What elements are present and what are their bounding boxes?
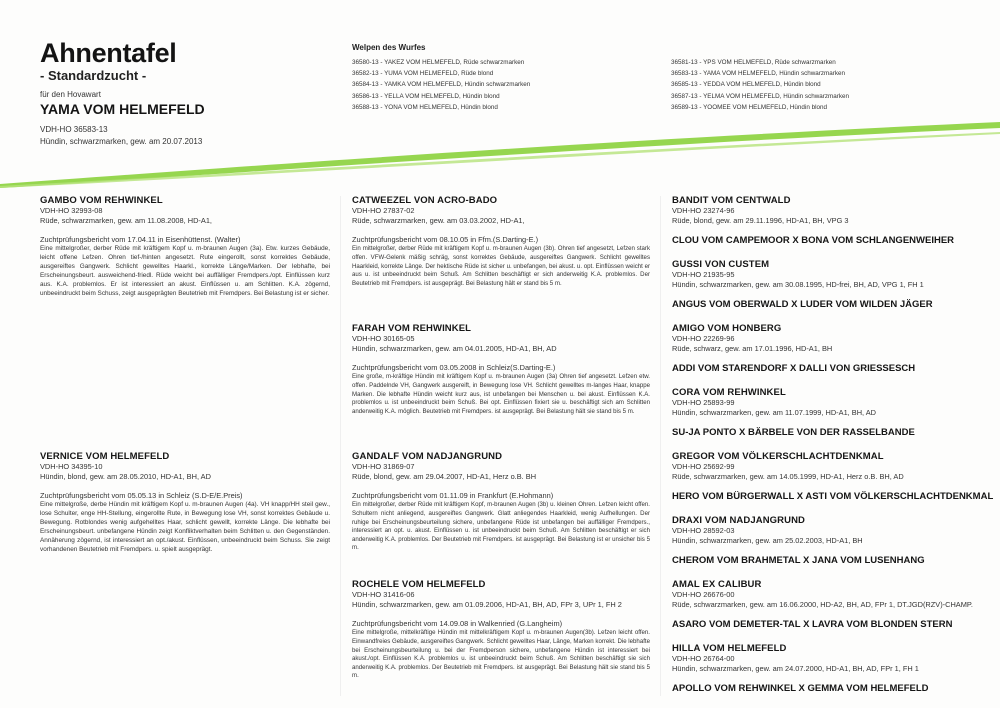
- grandparent-report-title: Zuchtprüfungsbericht vom 03.05.2008 in Schleiz(S.Darting-E.): [352, 363, 556, 373]
- great-grandparent-name: GREGOR VOM VÖLKERSCHLACHTDENKMAL: [672, 451, 884, 462]
- great-grandparent-info: Hündin, schwarzmarken, gew. am 30.08.1995, HD-frei, BH, AD, VPG 1, FH 1: [672, 280, 924, 290]
- great-grandparent-parents: CHEROM VOM BRAHMETAL X JANA VOM LUSENHANG: [672, 555, 925, 566]
- great-grandparent-registration: VDH-HO 25692-99: [672, 462, 735, 471]
- dam-info: Hündin, blond, gew. am 28.05.2010, HD-A1, BH, AD: [40, 472, 211, 482]
- list-item: 36589-13 - YOOMEE VOM HELMEFELD, Hündin blond: [671, 103, 827, 111]
- great-grandparent-info: Hündin, schwarzmarken, gew. am 24.07.2000, HD-A1, BH, AD, FPr 1, FH 1: [672, 664, 919, 674]
- great-grandparent-name: AMIGO VOM HONBERG: [672, 323, 782, 334]
- page-subtitle: - Standardzucht -: [40, 68, 147, 83]
- grandparent-report: Eine mittelgroße, mittelkräftige Hündin mit mittelkräftigem Kopf u. m-braunen Augen(3b). Lefzen leicht offen. Einwandfreies Gebäude, ausgereiftes Gangwerk. Schlicht gewelltes Haar, Länge, Marken korrekt. Die lebhafte bei Erscheinungsbeurteilung u. bei der Fremdperson sichere, unbefangene Hündin ist interessiert bei akust./opt. Einflüssen K.A. problemlos u. ist unbeeindruckt beim Schuß. Am Schlitten beschäftigt sie sich anderweitig K.A. problemlos. Der Beutetrieb mit Fremdpers. ist ausgeprägt. Bei Belastung hält sie stand bis 5 m.: [352, 629, 650, 680]
- great-grandparent-name: BANDIT VOM CENTWALD: [672, 195, 791, 206]
- great-grandparent-name: AMAL EX CALIBUR: [672, 579, 762, 590]
- great-grandparent-registration: VDH-HO 21935-95: [672, 270, 735, 279]
- great-grandparent-block: [672, 515, 992, 546]
- litter-list-left: [352, 57, 530, 113]
- sire-registration: VDH-HO 32993-08: [40, 206, 103, 215]
- litter-heading: Welpen des Wurfes: [352, 43, 426, 52]
- great-grandparent-info: Rüde, schwarzmarken, gew. am 14.05.1999, HD-A1, Herz o.B. BH, AD: [672, 472, 904, 482]
- sire-report-title: Zuchtprüfungsbericht vom 17.04.11 in Eisenhüttenst. (Walter): [40, 235, 241, 245]
- breed-label: für den Hovawart: [40, 90, 101, 99]
- dam-report: Eine mittelgroße, derbe Hündin mit kräftigem Kopf u. m-braunen Augen (4a). VH knapp/HH steil gew., lose Schulter, enge HH-Stellung, eingerollte Rute, in Bewegung lose VH, sonst korrektes Gebäude u. Bewegung. Rotblondes wenig aufgehelltes Haar, schlicht gewellt, korrekte Länge. Die lebhafte bei Erscheinungsbeurt. unbefangene Hündin zeigt Konfliktverhalten beim Schlitten u. den Gegenständen. Annäherung zögernd, ist interessiert an opt./akust. Einflüssen, unbeeindruckt beim Schuss. Sie zeigt vorhandenen Beutetrieb mit Fremdpers. u. spielt ausgeprägt.: [40, 501, 330, 553]
- list-item: 36584-13 - YAMKA VOM HELMEFELD, Hündin schwarzmarken: [352, 81, 531, 89]
- grandparent-report: Ein mittelgroßer, derber Rüde mit kräftigem Kopf, m-braunen Augen (3b) u. kleinen Ohren. Lefzen leicht offen. Schultern nicht anliegend, ausgereiftes Gangwerk. Glatt anliegendes Haarkleid, wenig Aufhellungen. Der ruhige bei Erscheinungsbeurteilung sichere, unbefangene Rüde ist unbefangen bei auffälliger Fremdpers., interessiert an opt. u. akust. Einflüssen u. ist unbeeindruckt beim Schuß. Am Schlitten beschäftigt er sich anderweitig K.A. problemlos. Der Beutetrieb mit Fremdpers. ist ausgeprägt. Bei Belastung ist er unsicher bis 5 m.: [352, 501, 650, 552]
- grandparent-dd-block: [352, 579, 650, 681]
- dog-name: YAMA VOM HELMEFELD: [40, 101, 205, 117]
- dog-info: Hündin, schwarzmarken, gew. am 20.07.2013: [40, 137, 203, 146]
- list-item: 36581-13 - YPS VOM HELMEFELD, Rüde schwarzmarken: [671, 59, 836, 66]
- grandparent-registration: VDH-HO 31416-06: [352, 590, 415, 599]
- column-divider: [660, 196, 661, 696]
- great-grandparent-block: [672, 451, 992, 482]
- grandparent-ss-block: [352, 195, 650, 288]
- list-item: 36588-13 - YONA VOM HELMEFELD, Hündin blond: [352, 103, 498, 111]
- list-item: 36585-13 - YEDDA VOM HELMEFELD, Hündin blond: [671, 81, 821, 89]
- column-divider: [340, 196, 341, 696]
- great-grandparent-registration: VDH-HO 26676-00: [672, 590, 735, 599]
- list-item: 36583-13 - YAMA VOM HELMEFELD, Hündin schwarzmarken: [671, 70, 846, 78]
- great-grandparent-parents: ADDI VOM STARENDORF X DALLI VON GRIESSESCH: [672, 363, 916, 374]
- grandparent-info: Rüde, blond, gew. am 29.04.2007, HD-A1, Herz o.B. BH: [352, 472, 537, 482]
- great-grandparent-parents: APOLLO VOM REHWINKEL X GEMMA VOM HELMEFELD: [672, 683, 929, 694]
- great-grandparent-parents: SU-JA PONTO X BÄRBELE VON DER RASSELBANDE: [672, 427, 915, 438]
- great-grandparent-registration: VDH-HO 28592-03: [672, 526, 735, 535]
- grandparent-sd-block: [352, 323, 650, 416]
- great-grandparent-registration: VDH-HO 25893-99: [672, 398, 735, 407]
- grandparent-report: Eine große, m-kräftige Hündin mit kräftigem Kopf u. m-braunen Augen (3a) Ohren tief angesetzt. Lefzen etw. offen. Paddelnde VH, Gangwerk ausgereift, in Bewegung lose VH. Schlicht gewelltes m-langes Haar, knappe Marken. Die lebhafte Hündin weicht kurz aus, ist unbefangen bei Menschen u. bei akust. Einflüssen K.A. problemlos u. ist unbeeindruckt beim Schuß. Bei opt. Einflüssen fixiert sie u. beschäftigt sich am Schlitten anderweitig K.A. möglich. Beutetrieb mit Fremdpers. ist ausgeprägt. Bei Belastung hält sie stand bis 5 m.: [352, 373, 650, 415]
- grandparent-name: FARAH VOM REHWINKEL: [352, 323, 472, 334]
- great-grandparent-block: [672, 259, 992, 290]
- great-grandparent-parents: HERO VOM BÜRGERWALL X ASTI VOM VÖLKERSCHLACHTDENKMAL: [672, 491, 994, 502]
- grandparent-registration: VDH-HO 27837-02: [352, 206, 415, 215]
- great-grandparent-block: [672, 643, 992, 674]
- great-grandparent-registration: VDH-HO 26764-00: [672, 654, 735, 663]
- great-grandparent-block: [672, 387, 992, 418]
- sire-name: GAMBO VOM REHWINKEL: [40, 195, 163, 206]
- great-grandparent-name: HILLA VOM HELMEFELD: [672, 643, 787, 654]
- page-title: Ahnentafel: [40, 38, 177, 68]
- grandparent-info: Hündin, schwarzmarken, gew. am 04.01.2005, HD-A1, BH, AD: [352, 344, 557, 354]
- sire-block: [40, 195, 330, 299]
- grandparent-report-title: Zuchtprüfungsbericht vom 01.11.09 in Frankfurt (E.Hohmann): [352, 491, 554, 501]
- sire-report: Eine mittelgroßer, derber Rüde mit kräftigem Kopf u. m-braunen Augen (3a). Etw. kurzes Gebäude, leicht offene Lefzen. Ohren tief-/hinten angesetzt. Rute eingerollt, sonst korrektes Gebäude, ausgereiftes Gangwerk. Schlicht gewelltes Haarkl., korrekte Länge/Marken. Der lebhafte, bei Erscheinungsbeurt. ausweichend-friedl. Rüde weicht bei auffälliger Fremdpers./opt. Einflüssen kurz aus. K.A. problemlos. Er ist interessiert an akust. Einflüssen u. am Schlitten. K.A. zögernd, unbeeindruckt beim Schuss, zeigt ausgeprägten Beutetrieb mit Fremdpers. Bei Belastung ist er sicher.: [40, 245, 330, 297]
- list-item: 36586-13 - YELLA VOM HELMEFELD, Hündin blond: [352, 92, 500, 100]
- litter-list-right: [671, 57, 849, 113]
- sire-info: Rüde, schwarzmarken, gew. am 11.08.2008, HD-A1,: [40, 216, 212, 226]
- great-grandparent-registration: VDH-HO 23274-96: [672, 206, 735, 215]
- grandparent-registration: VDH-HO 30165-05: [352, 334, 415, 343]
- grandparent-report: Ein mittelgroßer, derber Rüde mit kräftigem Kopf u. m-braunen Augen (3b). Ohren tief angesetzt, Lefzen stark offen. VFW-Gelenk mäßig schräg, sonst korrektes Gebäude, ausgereiftes Gangwerk. Schlicht gewelltes Haarkleid, korrekte Länge. Der hektische Rüde ist sicher u. unbefangen, bei akust. u. opt. Einflüssen weicht er aus u. ist unbeeindruckt beim Schuß. Am Schlitten beschäftigt er sich anderweitig K.A. problemlos. Der Beutetrieb mit Fremdpers. ist ausgeprägt. Bei Belastung hält er stand bis 5 m.: [352, 245, 650, 287]
- great-grandparent-parents: CLOU VOM CAMPEMOOR X BONA VOM SCHLANGENWEIHER: [672, 235, 955, 246]
- dam-report-title: Zuchtprüfungsbericht vom 05.05.13 in Schleiz (S.D-E/E.Preis): [40, 491, 243, 501]
- great-grandparent-registration: VDH-HO 22269-96: [672, 334, 735, 343]
- grandparent-ds-block: [352, 451, 650, 553]
- great-grandparent-info: Rüde, schwarzmarken, gew. am 16.06.2000, HD-A2, BH, AD, FPr 1, DT.JGD(RZV)-CHAMP.: [672, 600, 973, 610]
- dam-registration: VDH-HO 34395-10: [40, 462, 103, 471]
- great-grandparent-parents: ANGUS VOM OBERWALD X LUDER VOM WILDEN JÄGER: [672, 299, 933, 310]
- list-item: 36587-13 - YELMA VOM HELMEFELD, Hündin schwarzmarken: [671, 92, 850, 100]
- grandparent-name: CATWEEZEL VON ACRO-BADO: [352, 195, 498, 206]
- grandparent-report-title: Zuchtprüfungsbericht vom 08.10.05 in Ffm.(S.Darting-E.): [352, 235, 539, 245]
- grandparent-name: GANDALF VOM NADJANGRUND: [352, 451, 503, 462]
- grandparent-name: ROCHELE VOM HELMEFELD: [352, 579, 486, 590]
- great-grandparent-block: [672, 579, 992, 610]
- dam-name: VERNICE VOM HELMEFELD: [40, 451, 170, 462]
- dog-registration: VDH-HO 36583-13: [40, 125, 108, 134]
- grandparent-report-title: Zuchtprüfungsbericht vom 14.09.08 in Walkenried (G.Langheim): [352, 619, 563, 629]
- grandparent-info: Rüde, schwarzmarken, gew. am 03.03.2002, HD-A1,: [352, 216, 525, 226]
- great-grandparent-name: DRAXI VOM NADJANGRUND: [672, 515, 805, 526]
- grandparent-registration: VDH-HO 31869-07: [352, 462, 415, 471]
- great-grandparent-block: [672, 195, 992, 226]
- great-grandparent-info: Hündin, schwarzmarken, gew. am 25.02.2003, HD-A1, BH: [672, 536, 863, 546]
- great-grandparent-info: Rüde, schwarz, gew. am 17.01.1996, HD-A1, BH: [672, 344, 833, 354]
- great-grandparent-info: Hündin, schwarzmarken, gew. am 11.07.1999, HD-A1, BH, AD: [672, 408, 877, 418]
- grandparent-info: Hündin, schwarzmarken, gew. am 01.09.2006, HD-A1, BH, AD, FPr 3, UPr 1, FH 2: [352, 600, 622, 610]
- list-item: 36582-13 - YUMA VOM HELMEFELD, Rüde blond: [352, 70, 494, 78]
- great-grandparent-block: [672, 323, 992, 354]
- great-grandparent-name: CORA VOM REHWINKEL: [672, 387, 786, 398]
- list-item: 36580-13 - YAKEZ VOM HELMEFELD, Rüde schwarzmarken: [352, 59, 525, 66]
- great-grandparent-parents: ASARO VOM DEMETER-TAL X LAVRA VOM BLONDEN STERN: [672, 619, 953, 630]
- dam-block: [40, 451, 330, 555]
- green-swoosh-divider: [0, 118, 1000, 198]
- great-grandparent-info: Rüde, blond, gew. am 29.11.1996, HD-A1, BH, VPG 3: [672, 216, 849, 226]
- great-grandparent-name: GUSSI VON CUSTEM: [672, 259, 770, 270]
